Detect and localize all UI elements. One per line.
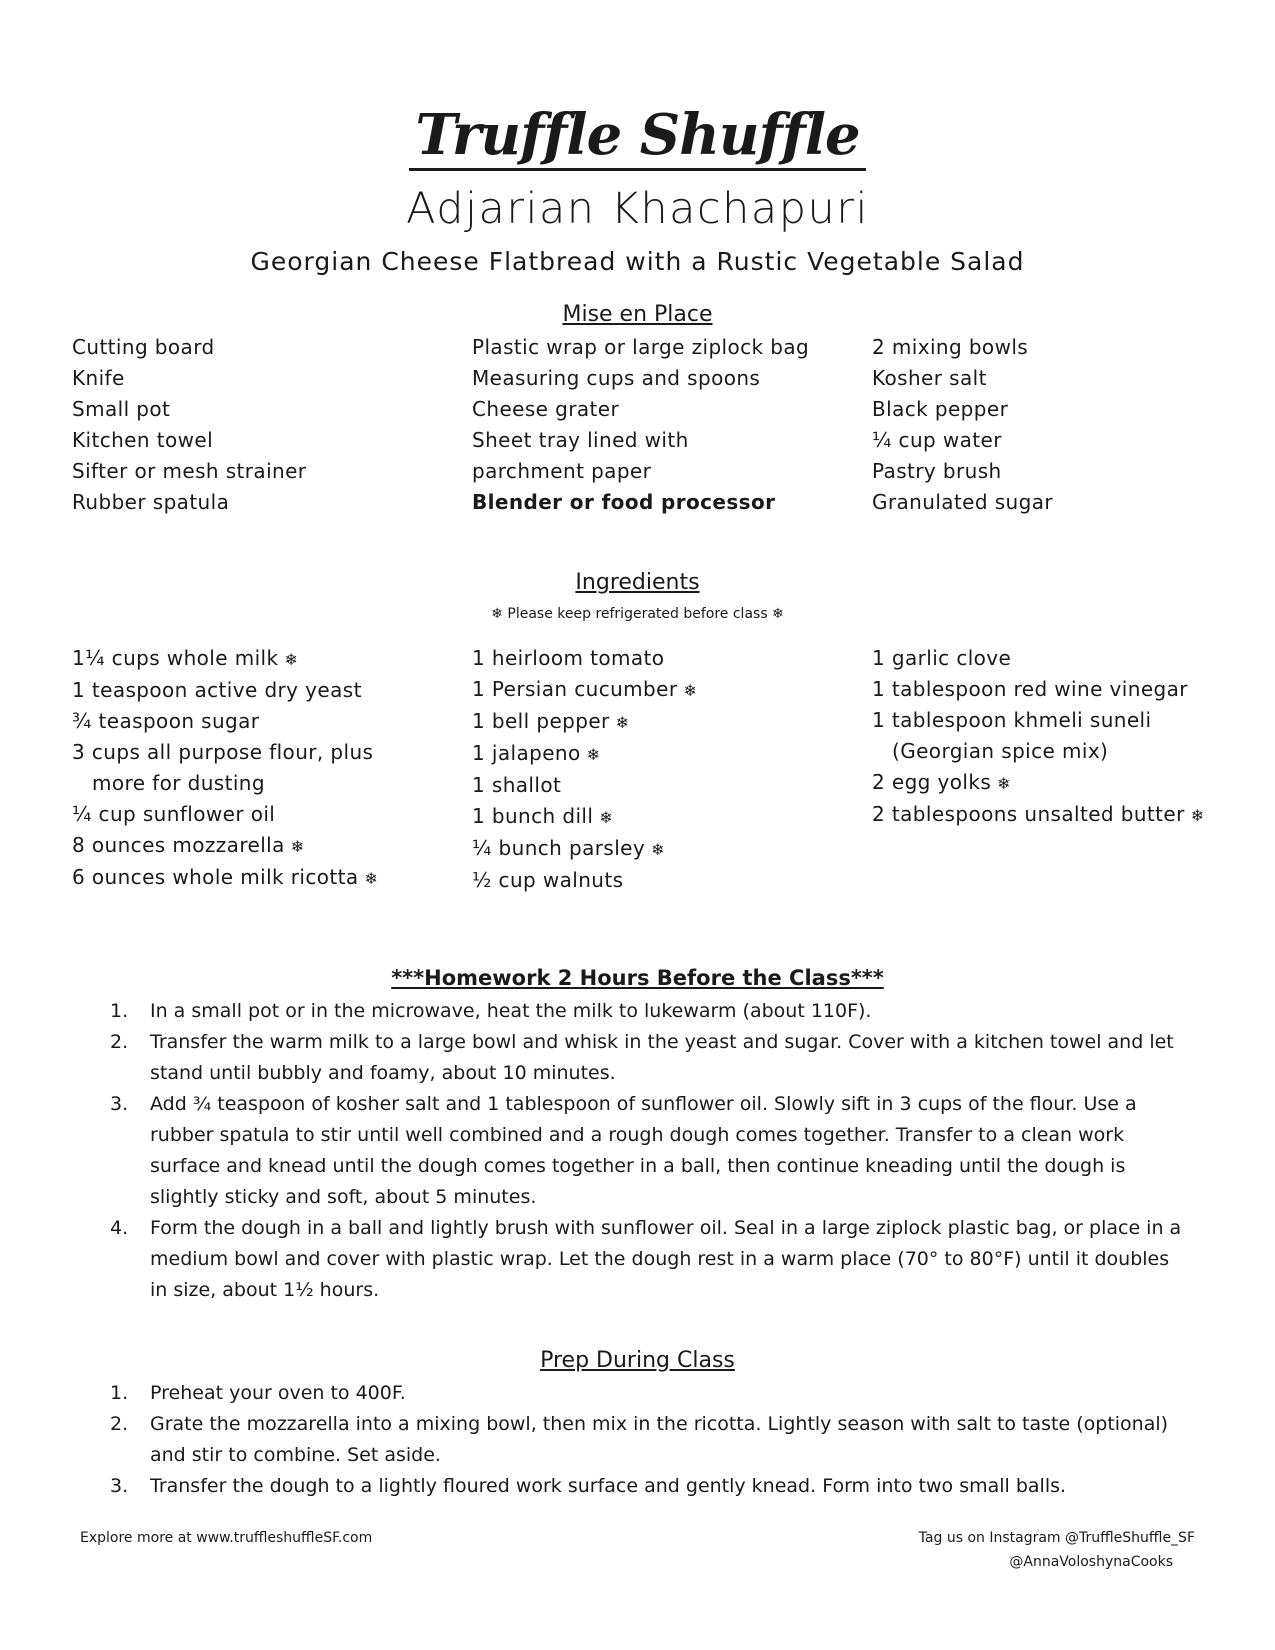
ingredient-item: 2 egg yolks ❄ xyxy=(872,770,1011,794)
equipment-item: Pastry brush xyxy=(872,459,1002,483)
ingredient-item: 2 tablespoons unsalted butter ❄ xyxy=(872,802,1205,826)
snowflake-icon: ❄ xyxy=(615,713,630,732)
recipe-title: Adjarian Khachapuri xyxy=(406,184,869,234)
ingredients-heading: Ingredients xyxy=(575,570,700,595)
ingredient-item: 1 jalapeno ❄ xyxy=(472,741,601,765)
homework-steps xyxy=(110,996,1190,1306)
prep-steps xyxy=(110,1378,1190,1502)
ingredient-item: ¼ cup sunflower oil xyxy=(72,802,276,826)
prep-heading: Prep During Class xyxy=(540,1348,735,1373)
equipment-item: Measuring cups and spoons xyxy=(472,366,761,390)
equipment-item: ¼ cup water xyxy=(872,428,1002,452)
footer-instagram xyxy=(919,1526,1195,1574)
equipment-item: Plastic wrap or large ziplock bag xyxy=(472,335,810,359)
ingredient-item: 1 tablespoon red wine vinegar xyxy=(872,677,1188,701)
homework-step: 4. Form the dough in a ball and lightly brush with sunflower oil. Seal in a large ziplock plastic bag, or place in a medium bowl and cover with plastic wrap. Let the dough rest in a warm place (70° to 80°F) until it doubles in size, about 1½ hours. xyxy=(110,1217,1182,1301)
ingredient-item: 6 ounces whole milk ricotta ❄ xyxy=(72,865,379,889)
prep-step: 2. Grate the mozzarella into a mixing bowl, then mix in the ricotta. Lightly season with salt to taste (optional) and stir to combine. Set aside. xyxy=(110,1413,1169,1466)
footer-website: Explore more at www.truffleshuffleSF.com xyxy=(80,1530,373,1546)
ingredient-item-continued: more for dusting xyxy=(92,771,265,795)
ingredient-item: 1 teaspoon active dry yeast xyxy=(72,678,362,702)
mise-en-place-column-1 xyxy=(72,332,412,518)
ingredients-column-3 xyxy=(872,643,1232,831)
snowflake-icon: ❄ xyxy=(586,745,601,764)
footer-instagram-line-1: Tag us on Instagram @TruffleShuffle_SF xyxy=(918,1530,1195,1546)
ingredient-item: 1 garlic clove xyxy=(872,646,1012,670)
mise-en-place-heading: Mise en Place xyxy=(562,302,713,327)
snowflake-icon: ❄ xyxy=(364,869,379,888)
equipment-item: Sifter or mesh strainer xyxy=(72,459,307,483)
mise-en-place-column-2 xyxy=(472,332,812,518)
equipment-item: Kitchen towel xyxy=(72,428,214,452)
equipment-item: Small pot xyxy=(72,397,171,421)
ingredient-item: ¼ bunch parsley ❄ xyxy=(472,836,665,860)
equipment-item: Sheet tray lined with parchment paper xyxy=(472,428,689,483)
prep-step: 1. Preheat your oven to 400F. xyxy=(110,1382,406,1404)
ingredient-item: 1 tablespoon khmeli suneli xyxy=(872,708,1152,732)
equipment-item: Rubber spatula xyxy=(72,490,230,514)
equipment-item: Kosher salt xyxy=(872,366,987,390)
homework-heading: ***Homework 2 Hours Before the Class*** xyxy=(391,966,884,990)
snowflake-icon: ❄ xyxy=(683,681,698,700)
snowflake-icon: ❄ xyxy=(997,774,1011,793)
ingredient-item: 1 bunch dill ❄ xyxy=(472,804,614,828)
snowflake-icon: ❄ xyxy=(284,650,299,669)
mise-en-place-column-3 xyxy=(872,332,1212,518)
homework-step: 2. Transfer the warm milk to a large bowl and whisk in the yeast and sugar. Cover with a kitchen towel and let stand until bubbly and foamy, about 10 minutes. xyxy=(110,1031,1174,1084)
ingredient-item: ¾ teaspoon sugar xyxy=(72,709,260,733)
refrigeration-note: ❄ Please keep refrigerated before class ❄ xyxy=(491,606,784,622)
snowflake-icon: ❄ xyxy=(290,837,305,856)
equipment-item: Granulated sugar xyxy=(872,490,1054,514)
homework-step: 3. Add ¾ teaspoon of kosher salt and 1 tablespoon of sunflower oil. Slowly sift in 3 cups of the flour. Use a rubber spatula to stir until well combined and a rough dough comes together. Transfer to a clean work surface and knead until the dough comes together in a ball, then continue kneading until the dough is slightly sticky and soft, about 5 minutes. xyxy=(110,1093,1137,1208)
ingredient-item: 3 cups all purpose flour, plus xyxy=(72,740,374,764)
ingredient-item: 1¼ cups whole milk ❄ xyxy=(72,646,299,670)
prep-step: 3. Transfer the dough to a lightly floured work surface and gently knead. Form into two small balls. xyxy=(110,1475,1067,1497)
ingredients-column-1 xyxy=(72,643,432,894)
ingredient-item: 8 ounces mozzarella ❄ xyxy=(72,833,305,857)
equipment-item: Cheese grater xyxy=(472,397,620,421)
equipment-item: Knife xyxy=(72,366,125,390)
equipment-item: Cutting board xyxy=(72,335,215,359)
snowflake-icon: ❄ xyxy=(599,808,614,827)
ingredients-column-2 xyxy=(472,643,832,896)
equipment-item: 2 mixing bowls xyxy=(872,335,1029,359)
ingredient-item: 1 shallot xyxy=(472,773,562,797)
equipment-item: Black pepper xyxy=(872,397,1009,421)
equipment-item-highlight: Blender or food processor xyxy=(472,490,776,514)
homework-step: 1. In a small pot or in the microwave, heat the milk to lukewarm (about 110F). xyxy=(110,1000,872,1022)
recipe-subtitle: Georgian Cheese Flatbread with a Rustic Vegetable Salad xyxy=(250,247,1025,276)
ingredient-item: 1 Persian cucumber ❄ xyxy=(472,677,698,701)
footer-instagram-line-2: @AnnaVoloshynaCooks xyxy=(1009,1554,1173,1570)
brand-logo: Truffle Shuffle xyxy=(0,100,1275,170)
snowflake-icon: ❄ xyxy=(651,840,665,859)
ingredient-item: 1 heirloom tomato xyxy=(472,646,665,670)
ingredient-item-continued: (Georgian spice mix) xyxy=(892,739,1109,763)
ingredient-item: 1 bell pepper ❄ xyxy=(472,709,630,733)
ingredient-item: ½ cup walnuts xyxy=(472,868,624,892)
snowflake-icon: ❄ xyxy=(1190,806,1205,825)
